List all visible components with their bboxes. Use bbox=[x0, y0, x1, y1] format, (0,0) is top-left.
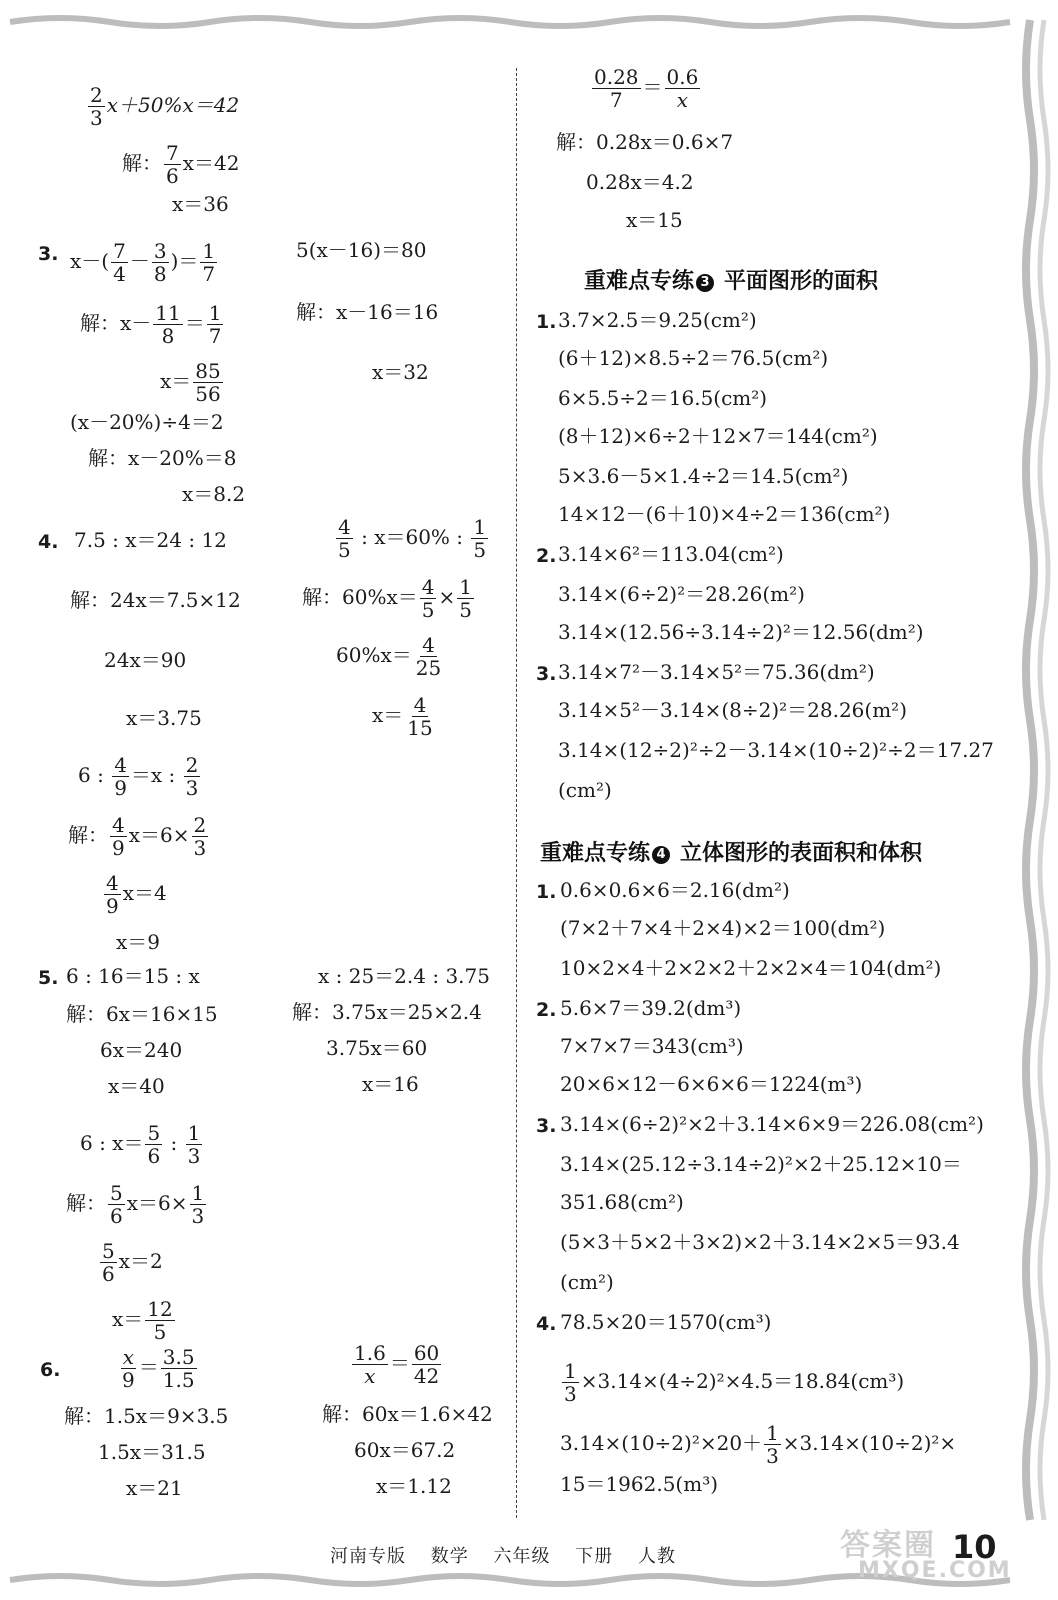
eq-line: 60x＝67.2 bbox=[354, 1438, 456, 1462]
eq-line: 6 : 16＝15 : x bbox=[66, 964, 200, 988]
eq-line: x＝3.75 bbox=[126, 706, 202, 730]
eq-line: 3.14×5²－3.14×(8÷2)²＝28.26(m²) bbox=[558, 698, 907, 722]
eq-line: x＝ $\frac{4}{15}$ bbox=[372, 693, 433, 740]
column-divider bbox=[516, 68, 517, 1518]
eq-line: (cm²) bbox=[560, 1270, 614, 1294]
page-footer bbox=[330, 1542, 694, 1568]
question-number: 6. bbox=[40, 1359, 61, 1381]
question-number: 1. bbox=[536, 311, 557, 333]
eq-line: $\frac{x}{9}$ ＝ $\frac{3.5}{1.5}$ bbox=[122, 1345, 195, 1392]
eq-line: 解：60x＝1.6×42 bbox=[322, 1402, 493, 1426]
eq-line: x＝1.12 bbox=[376, 1474, 452, 1498]
question-number: 2. bbox=[536, 545, 557, 567]
eq-line: 5.6×7＝39.2(dm³) bbox=[560, 996, 742, 1020]
eq-line: 解：x－ $\frac{11}{8}$ ＝ $\frac{1}{7}$ bbox=[80, 301, 222, 348]
eq-line: 60%x＝ $\frac{4}{25}$ bbox=[336, 633, 442, 680]
eq-line: 5(x－16)＝80 bbox=[296, 238, 427, 262]
eq-line: 7×7×7＝343(cm³) bbox=[560, 1034, 744, 1058]
eq-line: x＝21 bbox=[126, 1476, 183, 1500]
eq-line: x＝8.2 bbox=[182, 482, 246, 506]
eq-line: (6＋12)×8.5÷2＝76.5(cm²) bbox=[558, 346, 829, 370]
eq-line: x－( $\frac{7}{4}$ － $\frac{3}{8}$ )＝ $\frac{1}{7}$ bbox=[70, 239, 216, 286]
eq-line: 3.14×(12÷2)²÷2－3.14×(10÷2)²÷2＝17.27 bbox=[558, 738, 994, 762]
eq-line: (5×3＋5×2＋3×2)×2＋3.14×2×5＝93.4 bbox=[560, 1230, 960, 1254]
eq-line: 解：0.28x＝0.6×7 bbox=[556, 130, 734, 154]
eq-line: 解：6x＝16×15 bbox=[66, 1002, 218, 1026]
section-badge: 3 bbox=[696, 274, 714, 292]
question-number: 4. bbox=[536, 1313, 557, 1335]
footer-edition: 河南专版 bbox=[330, 1546, 406, 1567]
eq-line: x : 25＝2.4 : 3.75 bbox=[318, 964, 490, 988]
question-number: 2. bbox=[536, 999, 557, 1021]
footer-volume: 下册 bbox=[575, 1546, 614, 1567]
eq-line: 3.14×(25.12÷3.14÷2)²×2＋25.12×10＝ bbox=[560, 1152, 962, 1176]
eq-line: $\frac{4}{5}$ : x＝60% : $\frac{1}{5}$ bbox=[338, 515, 487, 562]
eq-line: 6x＝240 bbox=[100, 1038, 183, 1062]
eq-line: (cm²) bbox=[558, 778, 612, 802]
question-number: 3. bbox=[38, 243, 59, 265]
eq-line: 14×12－(6＋10)×4÷2＝136(cm²) bbox=[558, 502, 891, 526]
eq-line: 6 : x＝ $\frac{5}{6}$ : $\frac{1}{3}$ bbox=[80, 1121, 201, 1168]
eq-line: 3.14×(10÷2)²×20＋ $\frac{1}{3}$ ×3.14×(10÷2)²× bbox=[560, 1421, 957, 1468]
eq-line: 解：1.5x＝9×3.5 bbox=[64, 1404, 229, 1428]
eq-line: x＝32 bbox=[372, 360, 429, 384]
eq-line: 24x＝90 bbox=[104, 648, 187, 672]
eq-line: 1.5x＝31.5 bbox=[98, 1440, 206, 1464]
eq-line: (8＋12)×6÷2＋12×7＝144(cm²) bbox=[558, 424, 878, 448]
eq-line: 0.28x＝4.2 bbox=[586, 170, 694, 194]
eq-line: x＝40 bbox=[108, 1074, 165, 1098]
question-number: 5. bbox=[38, 967, 59, 989]
eq-line: (7×2＋7×4＋2×4)×2＝100(dm²) bbox=[560, 916, 886, 940]
eq-line: 解：24x＝7.5×12 bbox=[70, 588, 241, 612]
eq-line: x＝36 bbox=[172, 192, 229, 216]
watermark: 答案圈 bbox=[840, 1528, 936, 1563]
eq-line: 3.14×(6÷2)²×2＋3.14×6×9＝226.08(cm²) bbox=[560, 1112, 984, 1136]
eq-line: 0.6×0.6×6＝2.16(dm²) bbox=[560, 878, 790, 902]
eq-line: 3.75x＝60 bbox=[326, 1036, 428, 1060]
page-number: 10 bbox=[952, 1528, 997, 1566]
question-number: 3. bbox=[536, 663, 557, 685]
eq-line: 6 : $\frac{4}{9}$ ＝x : $\frac{2}{3}$ bbox=[78, 753, 199, 800]
eq-line: x＝15 bbox=[626, 208, 683, 232]
watermark-url: MXQE.COM bbox=[858, 1558, 1012, 1583]
footer-publisher: 人教 bbox=[637, 1546, 676, 1567]
section-heading: 重难点专练 4 立体图形的表面积和体积 bbox=[540, 841, 923, 866]
footer-subject: 数学 bbox=[430, 1546, 469, 1567]
section-badge: 4 bbox=[652, 846, 670, 864]
eq-line: 351.68(cm²) bbox=[560, 1190, 684, 1214]
question-number: 4. bbox=[38, 531, 59, 553]
eq-line: 3.14×(6÷2)²＝28.26(m²) bbox=[558, 582, 805, 606]
eq-line: 解：60%x＝ $\frac{4}{5}$ × $\frac{1}{5}$ bbox=[302, 575, 472, 622]
eq-line: x＝9 bbox=[116, 930, 161, 954]
eq-line: x＝ $\frac{12}{5}$ bbox=[112, 1297, 173, 1344]
eq-line: 3.14×7²－3.14×5²＝75.36(dm²) bbox=[558, 660, 875, 684]
eq-line: 3.7×2.5＝9.25(cm²) bbox=[558, 308, 757, 332]
eq-line: 15＝1962.5(m³) bbox=[560, 1472, 719, 1496]
eq-line: x＝ $\frac{85}{56}$ bbox=[160, 359, 221, 406]
eq-line: 78.5×20＝1570(cm³) bbox=[560, 1310, 772, 1334]
eq-line: 7.5 : x＝24 : 12 bbox=[74, 528, 227, 552]
eq-line: $\frac{1.6}{x}$ ＝ $\frac{60}{42}$ bbox=[354, 1341, 440, 1388]
eq-line: x＝16 bbox=[362, 1072, 419, 1096]
footer-grade: 六年级 bbox=[493, 1546, 551, 1567]
question-number: 1. bbox=[536, 881, 557, 903]
eq-line: 20×6×12－6×6×6＝1224(m³) bbox=[560, 1072, 863, 1096]
question-number: 3. bbox=[536, 1115, 557, 1137]
eq-line: 3.14×6²＝113.04(cm²) bbox=[558, 542, 784, 566]
eq-line: $\frac{1}{3}$ ×3.14×(4÷2)²×4.5＝18.84(cm³) bbox=[564, 1359, 905, 1406]
eq-line: 解：3.75x＝25×2.4 bbox=[292, 1000, 482, 1024]
eq-line: 解： $\frac{4}{9}$ x＝6× $\frac{2}{3}$ bbox=[68, 813, 207, 860]
eq-line: (x－20%)÷4＝2 bbox=[70, 410, 224, 434]
eq-line: 5×3.6－5×1.4÷2＝14.5(cm²) bbox=[558, 464, 849, 488]
eq-line: 10×2×4＋2×2×2＋2×2×4＝104(dm²) bbox=[560, 956, 942, 980]
eq-line: 解： $\frac{5}{6}$ x＝6× $\frac{1}{3}$ bbox=[66, 1181, 205, 1228]
eq-line: $\frac{2}{3}$ x＋50%x＝42 bbox=[90, 83, 240, 130]
eq-line: 解： $\frac{7}{6}$ x＝42 bbox=[122, 141, 240, 188]
eq-line: 解：x－20%＝8 bbox=[88, 446, 237, 470]
eq-line: $\frac{0.28}{7}$ ＝ $\frac{0.6}{x}$ bbox=[594, 65, 699, 112]
eq-line: 6×5.5÷2＝16.5(cm²) bbox=[558, 386, 768, 410]
section-heading: 重难点专练 3 平面图形的面积 bbox=[584, 269, 879, 294]
eq-line: 3.14×(12.56÷3.14÷2)²＝12.56(dm²) bbox=[558, 620, 924, 644]
eq-line: $\frac{5}{6}$ x＝2 bbox=[102, 1239, 163, 1286]
eq-line: $\frac{4}{9}$ x＝4 bbox=[106, 871, 167, 918]
eq-line: 解：x－16＝16 bbox=[296, 300, 439, 324]
